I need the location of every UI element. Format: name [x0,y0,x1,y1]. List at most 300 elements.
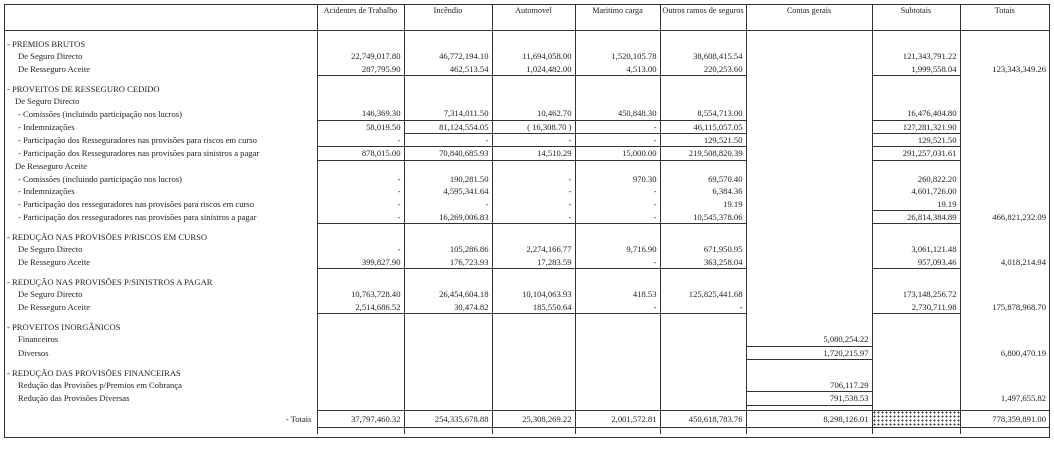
spacer-cell [872,31,960,39]
row-label: - Indemnizações [18,121,75,132]
total-contas-gerais: 8,298,126.01 [746,410,872,427]
cell-maritimo: 15,000.00 [575,147,660,160]
cell-automovel: - [492,134,575,147]
cell-subtotais [872,392,960,405]
cell-totais [960,147,1049,160]
cell-subtotais: 121,343,791.22 [872,50,960,62]
total-maritimo: 2,001,572.81 [575,410,660,427]
table-row [5,301,1049,314]
cell-outros-ramos: 363,258.04 [660,256,746,269]
cell-acidentes [317,379,404,392]
section-title: - REDUÇÃO NAS PROVISÕES P/SINISTROS A PAGAR [7,277,213,288]
spacer-cell [746,75,872,83]
spacer-cell [5,224,317,232]
table-row [5,346,1049,359]
spacer-cell [660,313,746,321]
empty-cell [660,367,746,379]
row-label: - Comissões (incluindo participação nos lucros) [18,173,182,184]
spacer-cell [575,31,660,39]
cell-totais [960,107,1049,120]
spacer-cell [872,427,960,434]
section-title: - PROVEITOS DE RESSEGURO CEDIDO [7,83,160,94]
empty-cell [575,321,660,333]
cell-outros-ramos: 46,115,057.05 [660,120,746,133]
empty-cell [746,160,872,173]
empty-cell [404,83,492,95]
spacer-cell [5,427,317,434]
cell-subtotais: 129,521.50 [872,134,960,147]
empty-cell [960,95,1049,107]
cell-incendio [404,392,492,405]
cell-outros-ramos: 8,554,713.00 [660,107,746,120]
empty-cell [960,321,1049,333]
cell-incendio: - [404,198,492,211]
cell-acidentes: - [317,185,404,197]
spacer-row [5,224,1049,232]
empty-cell [960,231,1049,243]
total-acidentes: 37,797,460.32 [317,410,404,427]
spacer-cell [872,269,960,277]
empty-cell [872,321,960,333]
table-row [5,198,1049,211]
cell-acidentes: 146,369.30 [317,107,404,120]
row-label: Diversos [18,347,49,358]
table-row [5,63,1049,76]
spacer-cell [960,427,1049,434]
cell-acidentes: - [317,243,404,255]
cell-outros-ramos: 125,825,441.68 [660,288,746,300]
cell-contas-gerais: 1,720,215.97 [746,346,872,359]
spacer-cell [960,359,1049,367]
cell-outros-ramos: 671,950.95 [660,243,746,255]
cell-maritimo: - [575,256,660,269]
cell-maritimo: - [575,134,660,147]
empty-cell [317,160,404,173]
spacer-cell [5,269,317,277]
row-label: - Participação dos Resseguradores nas provisões para riscos em curso [18,135,257,146]
empty-cell [746,95,872,107]
empty-cell [404,95,492,107]
cell-subtotais: 1,999,558.04 [872,63,960,76]
cell-maritimo [575,392,660,405]
cell-maritimo: - [575,198,660,211]
empty-cell [404,367,492,379]
empty-cell [960,83,1049,95]
empty-cell [872,276,960,288]
cell-automovel [492,379,575,392]
row-label: - Participação dos resseguradores nas provisões para riscos em curso [18,198,255,209]
spacer-row [5,31,1049,39]
table-row [5,107,1049,120]
cell-maritimo: - [575,301,660,314]
financial-statement-sheet [4,4,1050,438]
table-row [5,333,1049,346]
cell-contas-gerais [746,210,872,223]
spacer-cell [575,269,660,277]
empty-cell [746,83,872,95]
spacer-cell [660,31,746,39]
cell-contas-gerais [746,198,872,211]
cell-incendio: 46,772,194.10 [404,50,492,62]
cell-acidentes: 287,795.90 [317,63,404,76]
cell-maritimo: - [575,210,660,223]
empty-cell [872,231,960,243]
cell-subtotais: 173,148,256.72 [872,288,960,300]
empty-cell [492,83,575,95]
total-subtotais [872,410,960,427]
cell-automovel [492,392,575,405]
row-label: De Resseguro Aceite [18,257,91,267]
cell-acidentes: 58,019.50 [317,120,404,133]
cell-totais [960,379,1049,392]
cell-contas-gerais: 791,538.53 [746,392,872,405]
spacer-row [5,427,1049,434]
empty-cell [960,160,1049,173]
section-proveitos-inorganicos [5,321,1049,333]
cell-contas-gerais [746,173,872,185]
cell-acidentes: 399,827.90 [317,256,404,269]
cell-contas-gerais [746,134,872,147]
cell-automovel [492,333,575,346]
spacer-cell [492,427,575,434]
spacer-cell [317,224,404,232]
cell-totais: 466,821,232.09 [960,210,1049,223]
cell-subtotais: 16,476,404.80 [872,107,960,120]
cell-totais [960,120,1049,133]
section-reducao-riscos-em-curso [5,231,1049,243]
empty-cell [404,38,492,50]
spacer-row [5,269,1049,277]
cell-incendio [404,333,492,346]
spacer-cell [492,75,575,83]
subsection-row [5,160,1049,173]
empty-cell [660,321,746,333]
cell-contas-gerais [746,107,872,120]
cell-automovel: 10,462.70 [492,107,575,120]
cell-subtotais: 19.19 [872,198,960,211]
cell-subtotais: 127,281,321.90 [872,120,960,133]
row-label: Financeiros [18,334,59,345]
row-label: De Seguro Directo [18,244,83,255]
cell-acidentes: 2,514,686.52 [317,301,404,314]
cell-outros-ramos: 129,521.50 [660,134,746,147]
col-header-totais: Totais [960,5,1049,31]
cell-incendio [404,379,492,392]
spacer-cell [872,313,960,321]
row-label: Redução das Provisões Diversas [18,393,130,404]
cell-maritimo [575,379,660,392]
cell-subtotais: 957,093.46 [872,256,960,269]
cell-totais [960,173,1049,185]
spacer-cell [960,313,1049,321]
empty-cell [660,83,746,95]
spacer-cell [492,359,575,367]
table-row [5,379,1049,392]
cell-incendio: - [404,134,492,147]
cell-totais: 4,018,214.94 [960,256,1049,269]
spacer-cell [404,31,492,39]
cell-contas-gerais [746,288,872,300]
empty-cell [575,160,660,173]
spacer-cell [5,313,317,321]
cell-acidentes [317,333,404,346]
cell-automovel: 2,274,166.77 [492,243,575,255]
empty-cell [746,231,872,243]
cell-totais: 175,878,968.70 [960,301,1049,314]
cell-acidentes: 878,015.00 [317,147,404,160]
cell-totais [960,198,1049,211]
cell-subtotais: 3,061,121.48 [872,243,960,255]
cell-subtotais: 260,822.20 [872,173,960,185]
cell-contas-gerais [746,301,872,314]
spacer-cell [960,269,1049,277]
cell-maritimo: 9,716.90 [575,243,660,255]
spacer-cell [575,427,660,434]
spacer-cell [575,224,660,232]
spacer-row [5,359,1049,367]
cell-incendio: 4,595,341.64 [404,185,492,197]
col-header-maritimo: Maritimo carga [575,5,660,31]
cell-maritimo: - [575,120,660,133]
spacer-cell [317,359,404,367]
spacer-cell [492,224,575,232]
cell-incendio: 105,286.86 [404,243,492,255]
empty-cell [317,95,404,107]
empty-cell [660,95,746,107]
empty-cell [575,276,660,288]
cell-contas-gerais [746,185,872,197]
cell-maritimo: 450,848.30 [575,107,660,120]
empty-cell [492,95,575,107]
spacer-cell [575,75,660,83]
cell-automovel: - [492,173,575,185]
totals-row [5,410,1049,427]
cell-outros-ramos: 38,608,415.54 [660,50,746,62]
cell-outros-ramos [660,346,746,359]
cell-outros-ramos [660,392,746,405]
table-row [5,120,1049,133]
empty-cell [872,367,960,379]
empty-cell [575,95,660,107]
cell-totais: 123,343,349.26 [960,63,1049,76]
cell-contas-gerais: 706,117.29 [746,379,872,392]
cell-maritimo [575,346,660,359]
table-body [5,31,1049,434]
cell-outros-ramos: 6,384.36 [660,185,746,197]
cell-contas-gerais [746,50,872,62]
empty-cell [746,321,872,333]
header-label-spacer [5,5,317,31]
empty-cell [660,231,746,243]
cell-maritimo [575,333,660,346]
spacer-row [5,75,1049,83]
empty-cell [317,231,404,243]
cell-outros-ramos: 219,508,820.39 [660,147,746,160]
cell-outros-ramos: 19.19 [660,198,746,211]
row-label: De Seguro Directo [18,289,83,300]
empty-cell [492,367,575,379]
cell-incendio: 26,454,604.18 [404,288,492,300]
row-label: - Participação dos Resseguradores nas provisões para sinistros a pagar [18,148,260,159]
subsection-row [5,95,1049,107]
spacer-cell [660,359,746,367]
cell-incendio [404,346,492,359]
cell-incendio: 190,281.50 [404,173,492,185]
empty-cell [872,38,960,50]
cell-contas-gerais [746,120,872,133]
total-totais: 778,359,891.00 [960,410,1049,427]
header-row [5,5,1049,31]
row-label: - Indemnizações [18,186,75,197]
col-header-subtotais: Subtotais [872,5,960,31]
cell-subtotais [872,379,960,392]
empty-cell [960,367,1049,379]
spacer-cell [404,269,492,277]
table-row [5,243,1049,255]
spacer-cell [575,313,660,321]
section-premios-brutos [5,38,1049,50]
cell-acidentes [317,346,404,359]
table-row [5,256,1049,269]
empty-cell [404,276,492,288]
total-outros-ramos: 450,618,783.76 [660,410,746,427]
section-reducao-sinistros-a-pagar [5,276,1049,288]
subsection-title: De Seguro Directo [15,96,80,107]
spacer-cell [492,269,575,277]
row-label: De Resseguro Aceite [18,63,91,74]
empty-cell [960,38,1049,50]
spacer-cell [492,313,575,321]
row-label: Redução das Provisões p/Premios em Cobrança [18,380,182,391]
row-label: - Comissões (incluindo participação nos lucros) [18,108,182,119]
cell-acidentes: - [317,198,404,211]
cell-outros-ramos: - [660,301,746,314]
cell-totais: 1,497,655.82 [960,392,1049,405]
empty-cell [404,231,492,243]
spacer-cell [404,224,492,232]
spacer-cell [746,359,872,367]
row-label: - Participação dos resseguradores nas provisões para sinistros a pagar [18,211,257,222]
cell-maritimo: 1,520,105.78 [575,50,660,62]
spacer-cell [660,269,746,277]
cell-incendio: 30,474.82 [404,301,492,314]
cell-subtotais: 2,730,711.98 [872,301,960,314]
cell-outros-ramos: 220,253.60 [660,63,746,76]
cell-maritimo: 970.30 [575,173,660,185]
empty-cell [404,321,492,333]
cell-maritimo: - [575,185,660,197]
spacer-cell [492,31,575,39]
col-header-incendio: Incêndio [404,5,492,31]
spacer-cell [317,75,404,83]
col-header-outros-ramos: Outros ramos de seguros [660,5,746,31]
cell-automovel: 185,550.64 [492,301,575,314]
empty-cell [660,160,746,173]
empty-cell [660,276,746,288]
table-row [5,288,1049,300]
section-title: - PREMIOS BRUTOS [7,39,86,49]
empty-cell [492,231,575,243]
subsection-title: De Resseguro Aceite [15,161,88,172]
spacer-cell [317,269,404,277]
cell-totais [960,243,1049,255]
spacer-cell [575,359,660,367]
empty-cell [660,38,746,50]
cell-acidentes: 22,749,017.80 [317,50,404,62]
table-row [5,392,1049,405]
spacer-cell [872,75,960,83]
spacer-cell [317,427,404,434]
cell-acidentes: - [317,210,404,223]
cell-automovel: 1,024,482.00 [492,63,575,76]
cell-subtotais: 26,814,384.89 [872,210,960,223]
table-row [5,185,1049,197]
empty-cell [575,231,660,243]
spacer-cell [746,269,872,277]
empty-cell [960,276,1049,288]
empty-cell [317,367,404,379]
cell-automovel: ( 16,308.70 ) [492,120,575,133]
spacer-cell [660,427,746,434]
cell-outros-ramos [660,333,746,346]
cell-totais [960,134,1049,147]
empty-cell [317,83,404,95]
table-row [5,50,1049,62]
cell-automovel: 17,283.59 [492,256,575,269]
cell-totais: 6,800,470.19 [960,346,1049,359]
empty-cell [872,95,960,107]
spacer-cell [746,427,872,434]
cell-subtotais [872,346,960,359]
cell-acidentes [317,392,404,405]
cell-totais [960,288,1049,300]
table-row [5,147,1049,160]
cell-incendio: 70,840,685.93 [404,147,492,160]
section-title: - REDUÇÃO DAS PROVISÕES FINANCEIRAS [7,367,181,378]
empty-cell [317,276,404,288]
empty-cell [746,38,872,50]
empty-cell [492,276,575,288]
spacer-cell [960,75,1049,83]
spacer-cell [404,313,492,321]
cell-contas-gerais: 5,080,254.22 [746,333,872,346]
empty-cell [575,367,660,379]
cell-subtotais: 291,257,031.61 [872,147,960,160]
table-row [5,134,1049,147]
cell-totais [960,333,1049,346]
spacer-cell [746,313,872,321]
spacer-cell [660,224,746,232]
total-incendio: 254,335,678.88 [404,410,492,427]
table-row [5,210,1049,223]
spacer-cell [960,31,1049,39]
spacer-cell [5,31,317,39]
col-header-acidentes: Acidentes de Trabalho [317,5,404,31]
spacer-cell [404,359,492,367]
spacer-cell [746,224,872,232]
spacer-row [5,313,1049,321]
cell-contas-gerais [746,147,872,160]
spacer-cell [317,313,404,321]
cell-incendio: 81,124,554.05 [404,120,492,133]
spacer-cell [872,359,960,367]
spacer-cell [404,427,492,434]
cell-subtotais [872,333,960,346]
section-title: - REDUÇÃO NAS PROVISÕES P/RISCOS EM CURSO [7,232,208,243]
cell-automovel: 11,694,058.00 [492,50,575,62]
cell-automovel: - [492,210,575,223]
row-label: De Resseguro Aceite [18,301,91,312]
